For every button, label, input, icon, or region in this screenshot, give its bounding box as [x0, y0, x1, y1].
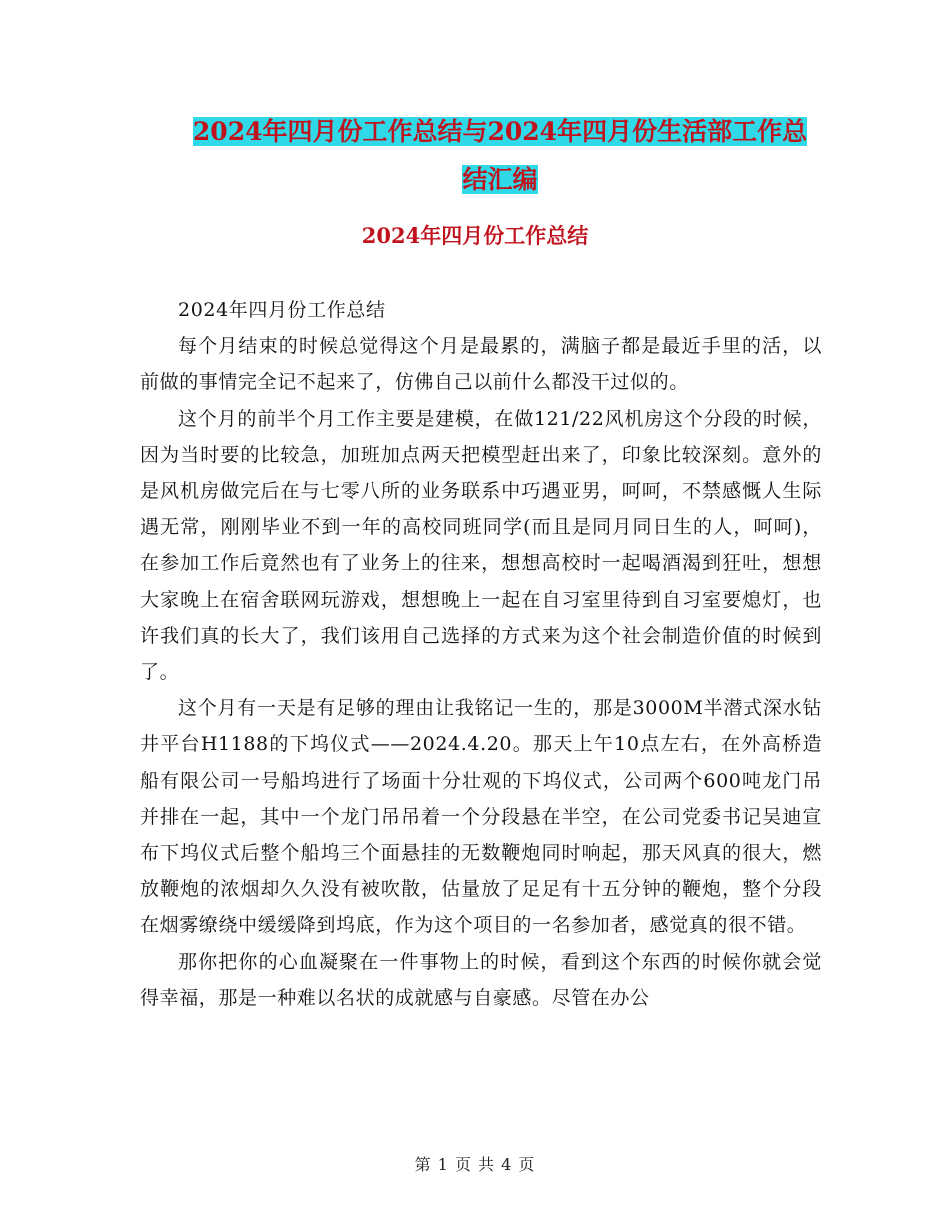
title-line-2: 结汇编 [462, 165, 538, 194]
paragraph: 这个月有一天是有足够的理由让我铭记一生的，那是3000M半潜式深水钻井平台H1188的下坞仪式——2024.4.20。那天上午10点左右，在外高桥造船有限公司一号船坞进行了场面十分壮观的下坞仪式，公司两个600吨龙门吊并排在一起，其中一个龙门吊吊着一个分段悬在半空，在公司党委书记吴迪宣布下坞仪式后整个船坞三个面悬挂的无数鞭炮同时响起，那天风真的很大，燃放鞭炮的浓烟却久久没有被吹散，估量放了足足有十五分钟的鞭炮，整个分段在烟雾缭绕中缓缓降到坞底，作为这个项目的一名参加者，感觉真的很不错。 [140, 697, 822, 937]
paragraph: 每个月结束的时候总觉得这个月是最累的，满脑子都是最近手里的活，以前做的事情完全记不起来了，仿佛自己以前什么都没干过似的。 [140, 335, 822, 394]
document-body [140, 292, 822, 1016]
paragraph: 2024年四月份工作总结 [178, 299, 386, 321]
paragraph: 这个月的前半个月工作主要是建模，在做121/22风机房这个分段的时候，因为当时要的比较急，加班加点两天把模型赶出来了，印象比较深刻。意外的是风机房做完后在与七零八所的业务联系中巧遇亚男，呵呵，不禁感慨人生际遇无常，刚刚毕业不到一年的高校同班同学(而且是同月同日生的人，呵呵)，在参加工作后竟然也有了业务上的往来，想想高校时一起喝酒渴到狂吐，想想大家晚上在宿舍联网玩游戏，想想晚上一起在自习室里待到自习室要熄灯，也许我们真的长大了，我们该用自己选择的方式来为这个社会制造价值的时候到了。 [140, 407, 822, 684]
section-heading: 2024年四月份工作总结 [361, 223, 589, 248]
document-title [140, 108, 860, 204]
title-line-1: 2024年四月份工作总结与2024年四月份生活部工作总 [192, 117, 808, 146]
page-footer: 第 1 页 共 4 页 [414, 1155, 536, 1174]
paragraph: 那你把你的心血凝聚在一件事物上的时候，看到这个东西的时候你就会觉得幸福，那是一种难以名状的成就感与自豪感。尽管在办公 [140, 950, 822, 1009]
